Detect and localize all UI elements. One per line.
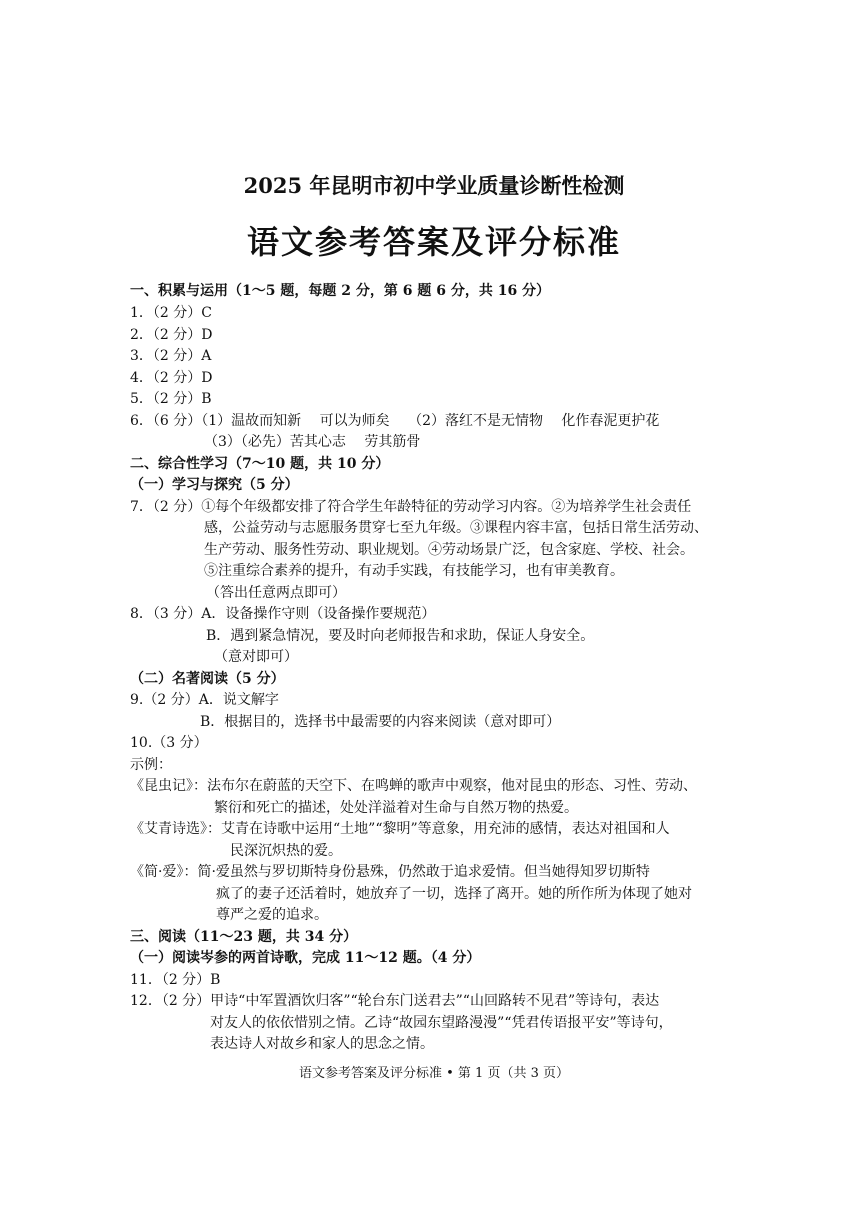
subsection-heading: （一）阅读岑参的两首诗歌，完成 11～12 题。（4 分） xyxy=(130,950,481,966)
answer-line: 表达诗人对故乡和家人的思念之情。 xyxy=(210,1036,434,1052)
document-title: 语文参考答案及评分标准 xyxy=(246,223,621,261)
answer-line: 对友人的依依惜别之情。乙诗“故园东望路漫漫”“凭君传语报平安”等诗句， xyxy=(210,1015,673,1031)
answer-line: 尊严之爱的追求。 xyxy=(216,907,328,923)
answer-line: 6．（6 分）（1）温故而知新 可以为师矣 （2）落红不是无情物 化作春泥更护花 xyxy=(130,413,660,429)
answer-line: （3）（必先）苦其心志 劳其筋骨 xyxy=(204,434,421,450)
answer-line: 4．（2 分）D xyxy=(130,370,213,386)
answer-line: 疯了的妻子还活着时，她放弃了一切，选择了离开。她的所作所为体现了她对 xyxy=(216,886,692,902)
answer-line: 3．（2 分）A xyxy=(130,348,212,364)
answer-line: 11．（2 分）B xyxy=(130,972,221,988)
section-heading: 三、阅读（11～23 题，共 34 分） xyxy=(130,929,358,945)
answer-line: 民深沉炽热的爱。 xyxy=(230,843,342,859)
answer-line: 1．（2 分）C xyxy=(130,305,212,321)
answer-line: 感，公益劳动与志愿服务贯穿七至九年级。③课程内容丰富，包括日常生活劳动、 xyxy=(204,520,708,536)
answer-line: 《简·爱》：简·爱虽然与罗切斯特身份悬殊，仍然敢于追求爱情。但当她得知罗切斯特 xyxy=(130,864,650,880)
answer-note: （意对即可） xyxy=(214,649,298,665)
section-heading: 一、积累与运用（1～5 题，每题 2 分，第 6 题 6 分，共 16 分） xyxy=(130,283,551,299)
exam-title: 2025 年昆明市初中学业质量诊断性检测 xyxy=(243,173,625,198)
answer-line: 示例： xyxy=(130,757,172,773)
answer-line: 《艾青诗选》：艾青在诗歌中运用“土地”“黎明”等意象，用充沛的感情，表达对祖国和人 xyxy=(130,821,670,837)
answer-line: 9.（2 分）A．说文解字 xyxy=(130,692,279,708)
subsection-heading: （一）学习与探究（5 分） xyxy=(130,477,299,493)
answer-line: 12．（2 分）甲诗“中军置酒饮归客”“轮台东门送君去”“山回路转不见君”等诗句，表达 xyxy=(130,993,660,1009)
answer-line: ⑤注重综合素养的提升，有动手实践，有技能学习，也有审美教育。 xyxy=(204,563,624,579)
answer-note: （答出任意两点即可） xyxy=(206,585,346,601)
subsection-heading: （二）名著阅读（5 分） xyxy=(130,671,285,687)
answer-line: 《昆虫记》：法布尔在蔚蓝的天空下、在鸣蝉的歌声中观察，他对昆虫的形态、习性、劳动、 xyxy=(130,778,697,794)
answer-line: 7．（2 分）①每个年级都安排了符合学生年龄特征的劳动学习内容。②为培养学生社会责任 xyxy=(130,499,692,515)
answer-line: B．根据目的，选择书中最需要的内容来阅读（意对即可） xyxy=(200,714,561,730)
answer-line: 8．（3 分）A．设备操作守则（设备操作要规范） xyxy=(130,606,436,622)
answer-line: 繁衍和死亡的描述，处处洋溢着对生命与自然万物的热爱。 xyxy=(214,800,578,816)
page-footer: 语文参考答案及评分标准 • 第 1 页（共 3 页） xyxy=(298,1066,569,1081)
answer-line: 2．（2 分）D xyxy=(130,327,213,343)
answer-line: 生产劳动、服务性劳动、职业规划。④劳动场景广泛，包含家庭、学校、社会。 xyxy=(204,542,694,558)
answer-line: B．遇到紧急情况，要及时向老师报告和求助，保证人身安全。 xyxy=(206,628,595,644)
answer-line: 10.（3 分） xyxy=(130,735,208,751)
section-heading: 二、综合性学习（7～10 题，共 10 分） xyxy=(130,456,390,472)
answer-line: 5．（2 分）B xyxy=(130,391,212,407)
